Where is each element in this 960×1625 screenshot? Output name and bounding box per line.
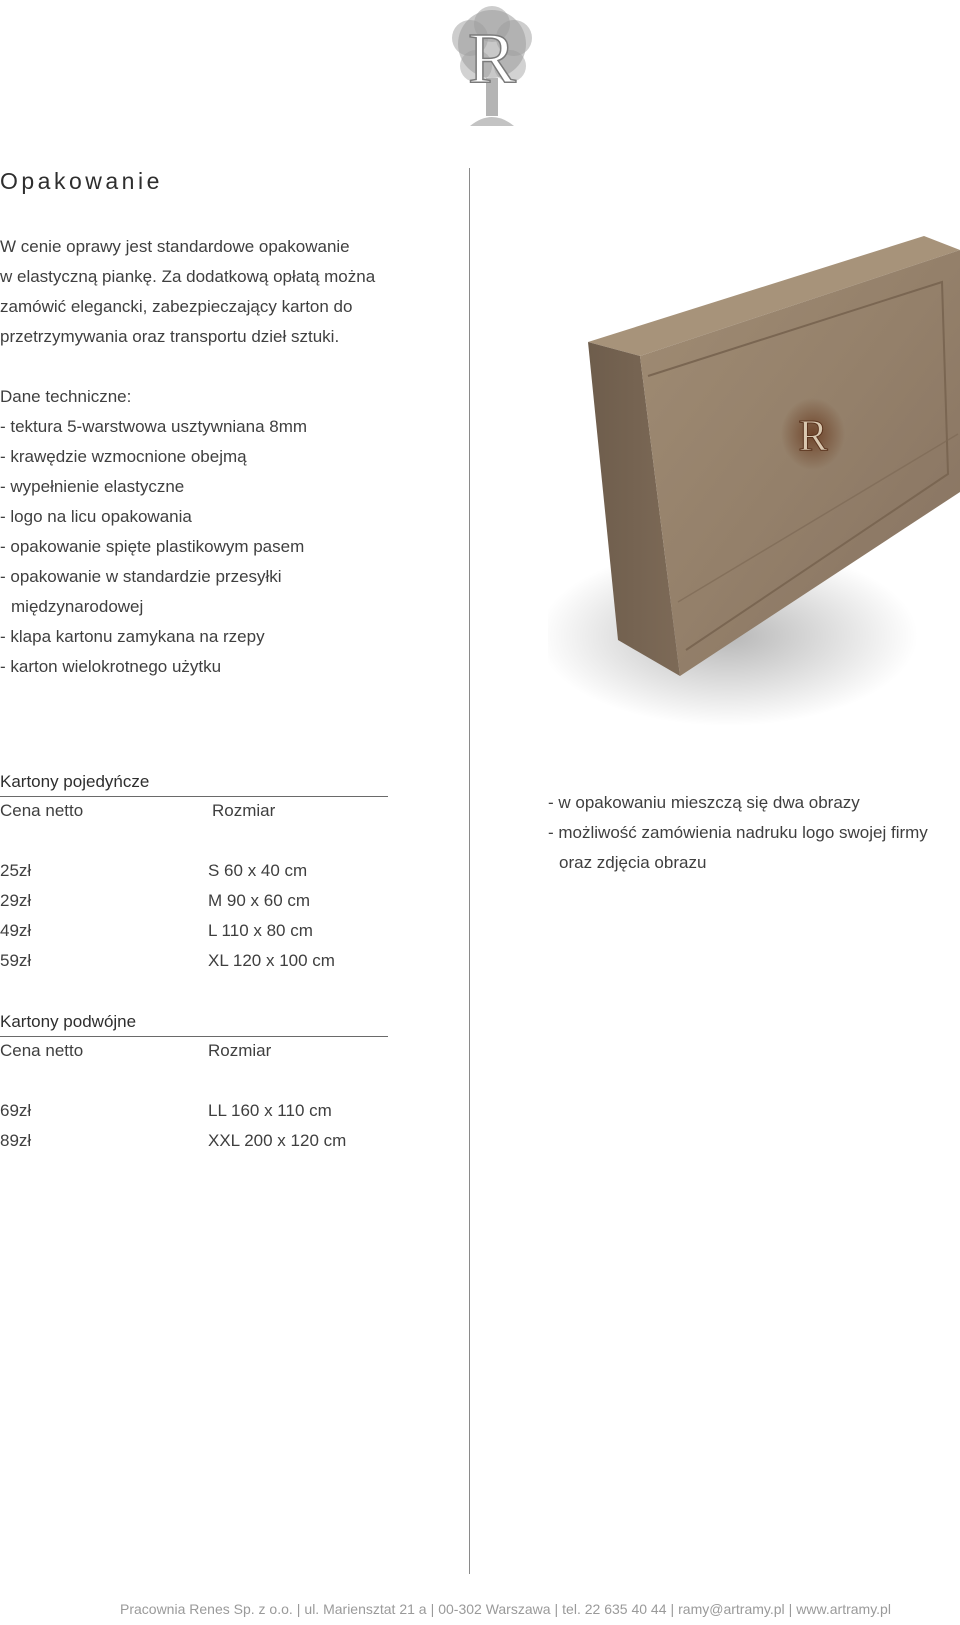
price-cell: 29zł	[0, 891, 32, 910]
col-price-header: Cena netto	[0, 801, 84, 820]
footer-separator: |	[788, 1601, 793, 1617]
footer-address: ul. Mariensztat 21 a	[304, 1601, 427, 1617]
column-divider	[469, 168, 470, 1574]
tech-item: - krawędzie wzmocnione obejmą	[0, 447, 247, 466]
single-boxes-heading: Kartony pojedyńcze	[0, 772, 150, 791]
packaging-notes	[548, 788, 928, 878]
size-cell: L 110 x 80 cm	[208, 921, 313, 940]
price-cell: 89zł	[0, 1131, 32, 1150]
intro-line: przetrzymywania oraz transportu dzieł sztuki.	[0, 327, 340, 346]
footer-city: 00-302 Warszawa	[438, 1601, 551, 1617]
footer-phone: tel. 22 635 40 44	[562, 1601, 667, 1617]
logo-letter: R	[467, 18, 517, 98]
size-cell: M 90 x 60 cm	[208, 891, 311, 910]
note-item: - w opakowaniu mieszczą się dwa obrazy	[548, 793, 860, 812]
footer-website-link[interactable]: www.artramy.pl	[796, 1601, 891, 1617]
box-logo-letter: R	[798, 411, 828, 460]
table-row	[0, 946, 400, 976]
table-spacer	[0, 1066, 400, 1096]
footer-separator: |	[670, 1601, 675, 1617]
footer-separator: |	[430, 1601, 435, 1617]
single-boxes-table	[0, 796, 400, 976]
table-header-row	[0, 796, 400, 826]
tech-item: międzynarodowej	[11, 597, 144, 616]
price-cell: 69zł	[0, 1101, 32, 1120]
size-cell: XL 120 x 100 cm	[208, 951, 335, 970]
price-cell: 49zł	[0, 921, 32, 940]
note-item: - możliwość zamówienia nadruku logo swojej firmy	[548, 823, 928, 842]
col-price-header: Cena netto	[0, 1041, 84, 1060]
tech-item: - opakowanie spięte plastikowym pasem	[0, 537, 305, 556]
col-size-header: Rozmiar	[208, 1041, 272, 1060]
col-size-header: Rozmiar	[212, 801, 276, 820]
price-cell: 25zł	[0, 861, 32, 880]
table-row	[0, 1096, 400, 1126]
footer-separator: |	[296, 1601, 301, 1617]
intro-line: w elastyczną piankę. Za dodatkową opłatą można	[0, 267, 376, 286]
intro-line: W cenie oprawy jest standardowe opakowanie	[0, 237, 350, 256]
table-row	[0, 856, 400, 886]
cardboard-box-image	[548, 236, 960, 736]
footer	[120, 1601, 891, 1617]
footer-email-link[interactable]: ramy@artramy.pl	[678, 1601, 785, 1617]
intro-paragraph	[0, 232, 420, 352]
footer-separator: |	[554, 1601, 559, 1617]
size-cell: S 60 x 40 cm	[208, 861, 308, 880]
table-header-row	[0, 1036, 400, 1066]
size-cell: LL 160 x 110 cm	[208, 1101, 332, 1120]
double-boxes-table	[0, 1036, 400, 1156]
tech-item: - wypełnienie elastyczne	[0, 477, 185, 496]
tech-item: - klapa kartonu zamykana na rzepy	[0, 627, 265, 646]
footer-company: Pracownia Renes Sp. z o.o.	[120, 1601, 293, 1617]
technical-data	[0, 382, 440, 682]
tech-item: - logo na licu opakowania	[0, 507, 192, 526]
table-row	[0, 886, 400, 916]
price-cell: 59zł	[0, 951, 32, 970]
page-title: Opakowanie	[0, 168, 163, 194]
intro-line: zamówić elegancki, zabezpieczający karton do	[0, 297, 353, 316]
table-row	[0, 1126, 400, 1156]
tech-item: - karton wielokrotnego użytku	[0, 657, 222, 676]
tech-item: - tektura 5-warstwowa usztywniana 8mm	[0, 417, 308, 436]
tech-heading: Dane techniczne:	[0, 387, 132, 406]
size-cell: XXL 200 x 120 cm	[208, 1131, 347, 1150]
renes-logo	[440, 4, 544, 132]
table-spacer	[0, 826, 400, 856]
tech-item: - opakowanie w standardzie przesyłki	[0, 567, 282, 586]
table-row	[0, 916, 400, 946]
note-item: oraz zdjęcia obrazu	[559, 853, 707, 872]
double-boxes-heading: Kartony podwójne	[0, 1012, 137, 1031]
